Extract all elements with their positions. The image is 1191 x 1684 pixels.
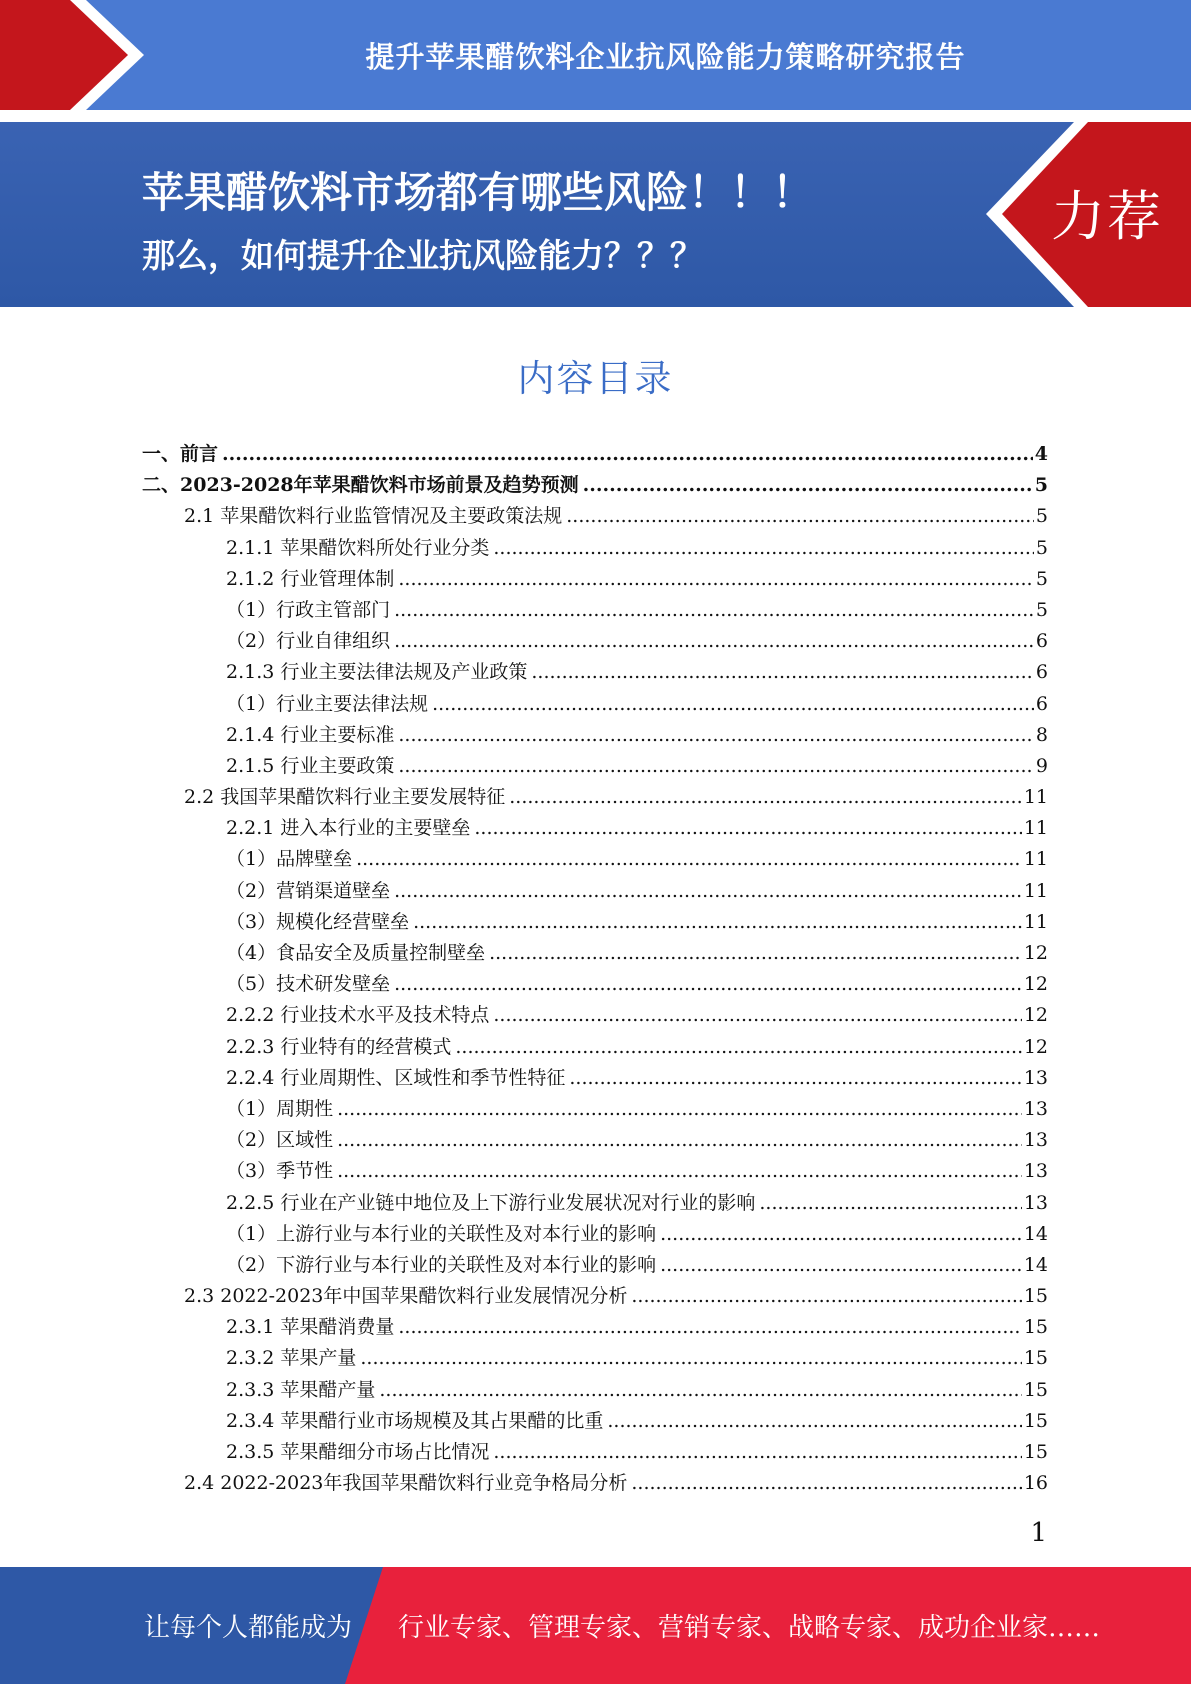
dot-leader xyxy=(398,564,1034,595)
toc-entry[interactable] xyxy=(142,1188,1048,1219)
dot-leader xyxy=(360,1343,1021,1374)
divider xyxy=(0,110,1191,122)
toc-entry-label: 2.1.3 行业主要法律法规及产业政策 xyxy=(226,661,528,684)
toc-entry[interactable] xyxy=(142,470,1048,501)
toc-entry-label: 2.2.3 行业特有的经营模式 xyxy=(226,1035,452,1058)
toc-entry-page: 12 xyxy=(1023,942,1048,964)
toc-entry[interactable] xyxy=(142,533,1048,564)
toc-entry-label: 2.1.5 行业主要政策 xyxy=(226,754,395,777)
dot-leader xyxy=(569,1063,1021,1094)
dot-leader xyxy=(337,1156,1022,1187)
report-title: 提升苹果醋饮料企业抗风险能力策略研究报告 xyxy=(365,39,966,74)
toc-entry-page: 5 xyxy=(1035,598,1048,621)
dot-leader xyxy=(356,844,1022,875)
dot-leader xyxy=(493,1437,1021,1468)
toc-entry-page: 6 xyxy=(1035,630,1048,653)
toc-entry[interactable] xyxy=(142,439,1048,470)
toc-entry[interactable] xyxy=(142,501,1048,532)
toc-entry-page: 15 xyxy=(1023,1285,1048,1308)
toc-entry-page: 15 xyxy=(1023,1378,1048,1401)
toc-entry-page: 12 xyxy=(1023,973,1048,996)
toc-entry-label: （1）行政主管部门 xyxy=(226,598,391,621)
dot-leader xyxy=(509,782,1022,813)
toc-entry-label: 2.3.2 苹果产量 xyxy=(226,1347,357,1370)
toc-entry-page: 13 xyxy=(1023,1129,1048,1152)
toc-entry-label: 2.2.1 进入本行业的主要壁垒 xyxy=(226,817,471,840)
dot-leader xyxy=(379,1375,1021,1406)
toc-entry-page: 6 xyxy=(1035,661,1048,684)
table-of-contents xyxy=(142,439,1048,1499)
dot-leader xyxy=(493,533,1034,564)
toc-entry-page: 14 xyxy=(1023,1253,1048,1276)
toc-entry[interactable] xyxy=(142,657,1048,688)
toc-entry-page: 13 xyxy=(1023,1066,1048,1089)
toc-entry-page: 14 xyxy=(1023,1222,1048,1245)
toc-entry-page: 12 xyxy=(1023,1004,1048,1027)
red-arrow-graphic xyxy=(0,0,150,110)
dot-leader xyxy=(455,1032,1021,1063)
hero-headline: 苹果醋饮料市场都有哪些风险！！！ xyxy=(142,168,815,217)
recommend-badge-text: 力荐 xyxy=(1051,185,1163,248)
toc-entry-label: 一、前言 xyxy=(142,443,219,465)
dot-leader xyxy=(531,657,1034,688)
toc-entry[interactable] xyxy=(142,689,1048,720)
toc-entry-label: （2）区域性 xyxy=(226,1129,334,1152)
toc-entry-label: （2）行业自律组织 xyxy=(226,630,391,653)
toc-entry[interactable] xyxy=(142,626,1048,657)
toc-entry-label: 2.4 2022-2023年我国苹果醋饮料行业竞争格局分析 xyxy=(184,1472,628,1495)
dot-leader xyxy=(489,938,1022,969)
dot-leader xyxy=(394,876,1022,907)
toc-entry[interactable] xyxy=(142,1312,1048,1343)
dot-leader xyxy=(631,1281,1021,1312)
dot-leader xyxy=(337,1094,1022,1125)
toc-entry-label: 2.3.1 苹果醋消费量 xyxy=(226,1316,395,1339)
dot-leader xyxy=(398,720,1034,751)
toc-entry-label: （4）食品安全及质量控制壁垒 xyxy=(226,942,486,964)
toc-entry[interactable] xyxy=(142,938,1048,969)
hero-subheadline: 那么，如何提升企业抗风险能力？？？ xyxy=(142,236,703,275)
toc-entry-page: 11 xyxy=(1023,817,1048,840)
dot-leader xyxy=(607,1406,1021,1437)
toc-entry-label: 2.3 2022-2023年中国苹果醋饮料行业发展情况分析 xyxy=(184,1285,628,1308)
dot-leader xyxy=(432,689,1034,720)
toc-entry-page: 5 xyxy=(1035,536,1048,559)
toc-entry-label: 2.2.5 行业在产业链中地位及上下游行业发展状况对行业的影响 xyxy=(226,1191,756,1214)
toc-entry[interactable] xyxy=(142,564,1048,595)
toc-entry-page: 15 xyxy=(1023,1441,1048,1463)
toc-entry[interactable] xyxy=(142,813,1048,844)
toc-entry-page: 9 xyxy=(1035,754,1048,777)
top-banner xyxy=(0,0,1191,110)
dot-leader xyxy=(566,501,1034,532)
toc-entry-label: （3）季节性 xyxy=(226,1160,334,1183)
dot-leader xyxy=(394,969,1022,1000)
footer-banner xyxy=(0,1567,1191,1684)
toc-entry-label: （5）技术研发壁垒 xyxy=(226,973,391,996)
toc-entry-page: 13 xyxy=(1023,1097,1048,1120)
toc-entry-page: 12 xyxy=(1023,1035,1048,1058)
toc-entry[interactable] xyxy=(142,1125,1048,1156)
dot-leader xyxy=(660,1250,1022,1281)
toc-entry-label: （2）下游行业与本行业的关联性及对本行业的影响 xyxy=(226,1253,657,1276)
toc-entry-label: 2.2.4 行业周期性、区域性和季节性特征 xyxy=(226,1066,566,1089)
toc-entry-label: （1）周期性 xyxy=(226,1097,334,1120)
toc-entry-label: 2.3.4 苹果醋行业市场规模及其占果醋的比重 xyxy=(226,1409,604,1432)
dot-leader xyxy=(413,907,1022,938)
toc-entry-label: （1）品牌壁垒 xyxy=(226,848,353,871)
page-number: 1 xyxy=(1030,1518,1047,1548)
toc-entry[interactable] xyxy=(142,1406,1048,1437)
toc-entry-label: 2.1.2 行业管理体制 xyxy=(226,567,395,590)
toc-entry[interactable] xyxy=(142,720,1048,751)
toc-entry[interactable] xyxy=(142,969,1048,1000)
toc-entry-page: 16 xyxy=(1023,1472,1048,1495)
toc-entry-page: 15 xyxy=(1023,1316,1048,1339)
toc-entry[interactable] xyxy=(142,907,1048,938)
dot-leader xyxy=(394,626,1034,657)
dot-leader xyxy=(394,595,1034,626)
toc-entry-label: 二、2023-2028年苹果醋饮料市场前景及趋势预测 xyxy=(142,474,579,497)
toc-entry-label: （2）营销渠道壁垒 xyxy=(226,879,391,902)
toc-entry-label: （1）行业主要法律法规 xyxy=(226,692,429,715)
toc-entry-page: 6 xyxy=(1035,692,1048,715)
toc-entry[interactable] xyxy=(142,595,1048,626)
toc-entry[interactable] xyxy=(142,1032,1048,1063)
toc-entry[interactable] xyxy=(142,844,1048,875)
toc-entry-page: 15 xyxy=(1023,1409,1048,1432)
toc-entry[interactable] xyxy=(142,782,1048,813)
dot-leader xyxy=(759,1188,1021,1219)
dot-leader xyxy=(222,439,1033,470)
toc-entry-page: 13 xyxy=(1023,1160,1048,1183)
toc-entry[interactable] xyxy=(142,1094,1048,1125)
toc-title: 内容目录 xyxy=(517,357,674,400)
toc-entry-page: 11 xyxy=(1023,786,1048,809)
toc-entry-page: 5 xyxy=(1035,567,1048,590)
toc-entry[interactable] xyxy=(142,751,1048,782)
dot-leader xyxy=(337,1125,1022,1156)
toc-entry-page: 8 xyxy=(1035,723,1048,746)
footer-slogan-right: 行业专家、管理专家、营销专家、战略专家、成功企业家…… xyxy=(398,1613,1101,1643)
dot-leader xyxy=(631,1468,1021,1499)
toc-entry-label: 2.3.5 苹果醋细分市场占比情况 xyxy=(226,1441,490,1463)
toc-entry[interactable] xyxy=(142,1437,1048,1468)
toc-entry-page: 11 xyxy=(1023,879,1048,902)
toc-entry[interactable] xyxy=(142,1343,1048,1374)
toc-entry[interactable] xyxy=(142,1375,1048,1406)
toc-entry-label: 2.1.1 苹果醋饮料所处行业分类 xyxy=(226,536,490,559)
toc-entry-page: 11 xyxy=(1023,848,1048,871)
hero-banner xyxy=(0,122,1191,307)
footer-slogan-left: 让每个人都能成为 xyxy=(144,1613,353,1643)
toc-entry-label: （3）规模化经营壁垒 xyxy=(226,910,410,933)
dot-leader xyxy=(474,813,1021,844)
toc-entry-label: 2.1.4 行业主要标准 xyxy=(226,723,395,746)
toc-entry-label: 2.2.2 行业技术水平及技术特点 xyxy=(226,1004,490,1027)
toc-entry-page: 5 xyxy=(1034,474,1048,497)
toc-entry[interactable] xyxy=(142,1281,1048,1312)
toc-entry[interactable] xyxy=(142,1156,1048,1187)
dot-leader xyxy=(398,1312,1021,1343)
toc-entry-label: 2.3.3 苹果醋产量 xyxy=(226,1378,376,1401)
toc-entry-label: （1）上游行业与本行业的关联性及对本行业的影响 xyxy=(226,1222,657,1245)
toc-entry[interactable] xyxy=(142,1219,1048,1250)
toc-entry[interactable] xyxy=(142,876,1048,907)
dot-leader xyxy=(660,1219,1022,1250)
dot-leader xyxy=(398,751,1034,782)
toc-entry-page: 13 xyxy=(1023,1191,1048,1214)
toc-entry-page: 4 xyxy=(1034,443,1048,465)
toc-entry-page: 15 xyxy=(1023,1347,1048,1370)
toc-entry-page: 11 xyxy=(1023,910,1048,933)
toc-entry[interactable] xyxy=(142,1468,1048,1499)
dot-leader xyxy=(493,1000,1021,1031)
toc-entry[interactable] xyxy=(142,1250,1048,1281)
toc-entry[interactable] xyxy=(142,1000,1048,1031)
toc-entry-page: 5 xyxy=(1035,505,1048,528)
toc-entry-label: 2.2 我国苹果醋饮料行业主要发展特征 xyxy=(184,786,506,809)
toc-entry-label: 2.1 苹果醋饮料行业监管情况及主要政策法规 xyxy=(184,505,563,528)
toc-entry[interactable] xyxy=(142,1063,1048,1094)
dot-leader xyxy=(583,470,1033,501)
